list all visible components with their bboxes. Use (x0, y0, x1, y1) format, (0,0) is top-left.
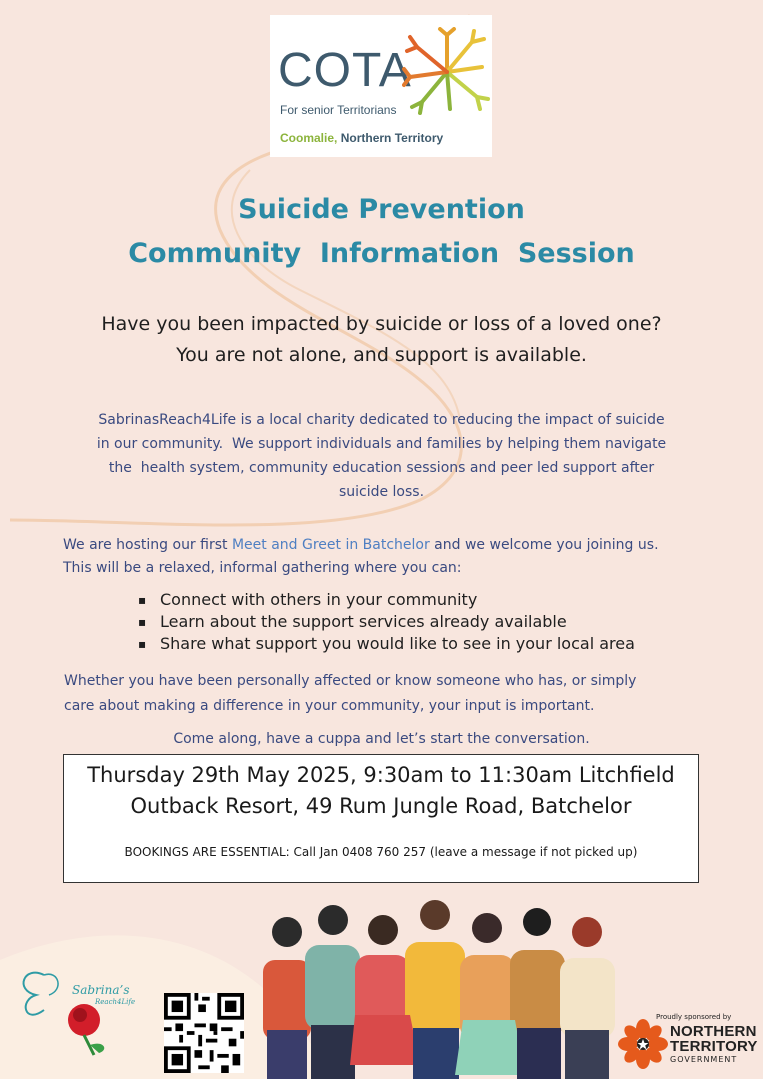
sponsor-caption: Proudly sponsored by (656, 1013, 732, 1021)
whether-line-1: Whether you have been personally affected or know someone who has, or simply (64, 673, 637, 689)
title-line-1: Suicide Prevention (238, 194, 525, 225)
nt-logo-line-1: NORTHERN (670, 1023, 757, 1040)
cota-location-suffix: Northern Territory (340, 131, 444, 145)
hosting-line-2: This will be a relaxed, informal gathering where you can: (63, 560, 462, 576)
nt-desert-rose-icon (618, 1019, 668, 1069)
qr-code-icon[interactable] (164, 993, 244, 1073)
cota-location (280, 131, 443, 145)
cota-tagline: For senior Territorians (280, 103, 397, 117)
cota-location-prefix: Coomalie, (280, 131, 338, 145)
sabrinas-butterfly-rose-logo (14, 965, 124, 1060)
whether-line-2: care about making a difference in your community, your input is important. (64, 698, 595, 714)
cota-tree-icon (402, 27, 492, 117)
hosting-paragraph (63, 534, 659, 580)
intro-line-4: suicide loss. (338, 484, 425, 500)
question-line-1: Have you been impacted by suicide or loss of a loved one? (101, 313, 662, 335)
nt-logo-line-2: TERRITORY (670, 1038, 758, 1055)
people-group-illustration (255, 900, 635, 1079)
hosting-text-before: We are hosting our first (63, 537, 232, 553)
hosting-line-1 (63, 534, 659, 557)
hosting-text-after: and we welcome you joining us. (429, 537, 659, 553)
sabrinas-logo-name: Sabrina’s (72, 983, 130, 997)
meet-and-greet-highlight: Meet and Greet in Batchelor (231, 537, 430, 553)
event-venue-line: Outback Resort, 49 Rum Jungle Road, Batchelor (130, 794, 632, 818)
cota-logo (270, 15, 492, 157)
booking-notice: BOOKINGS ARE ESSENTIAL: Call Jan 0408 760 257 (leave a message if not picked up) (124, 845, 638, 859)
cuppa-text: Come along, have a cuppa and let’s start the conversation. (173, 731, 590, 747)
intro-line-3: the health system, community education sessions and peer led support after (108, 460, 655, 476)
title-line-2: Community Information Session (128, 238, 635, 269)
event-details-box (63, 754, 699, 883)
question-line-2: You are not alone, and support is available. (176, 344, 587, 366)
event-date-line: Thursday 29th May 2025, 9:30am to 11:30am Litchfield (87, 763, 675, 787)
bullet-list (138, 589, 635, 655)
bullet-item: ▪ Learn about the support services already available (138, 611, 635, 633)
nt-logo-line-3: GOVERNMENT (670, 1055, 738, 1064)
cota-logo-text: COTA (278, 44, 412, 97)
bullet-item: ▪ Share what support you would like to see in your local area (138, 633, 635, 655)
sabrinas-logo-sub: Reach4Life (95, 998, 136, 1006)
whether-paragraph (64, 669, 636, 719)
intro-line-2: in our community. We support individuals and families by helping them navigate (96, 436, 667, 452)
intro-line-1: SabrinasReach4Life is a local charity dedicated to reducing the impact of suicide (98, 412, 665, 428)
bullet-item: ▪ Connect with others in your community (138, 589, 635, 611)
intro-paragraph (60, 408, 703, 504)
